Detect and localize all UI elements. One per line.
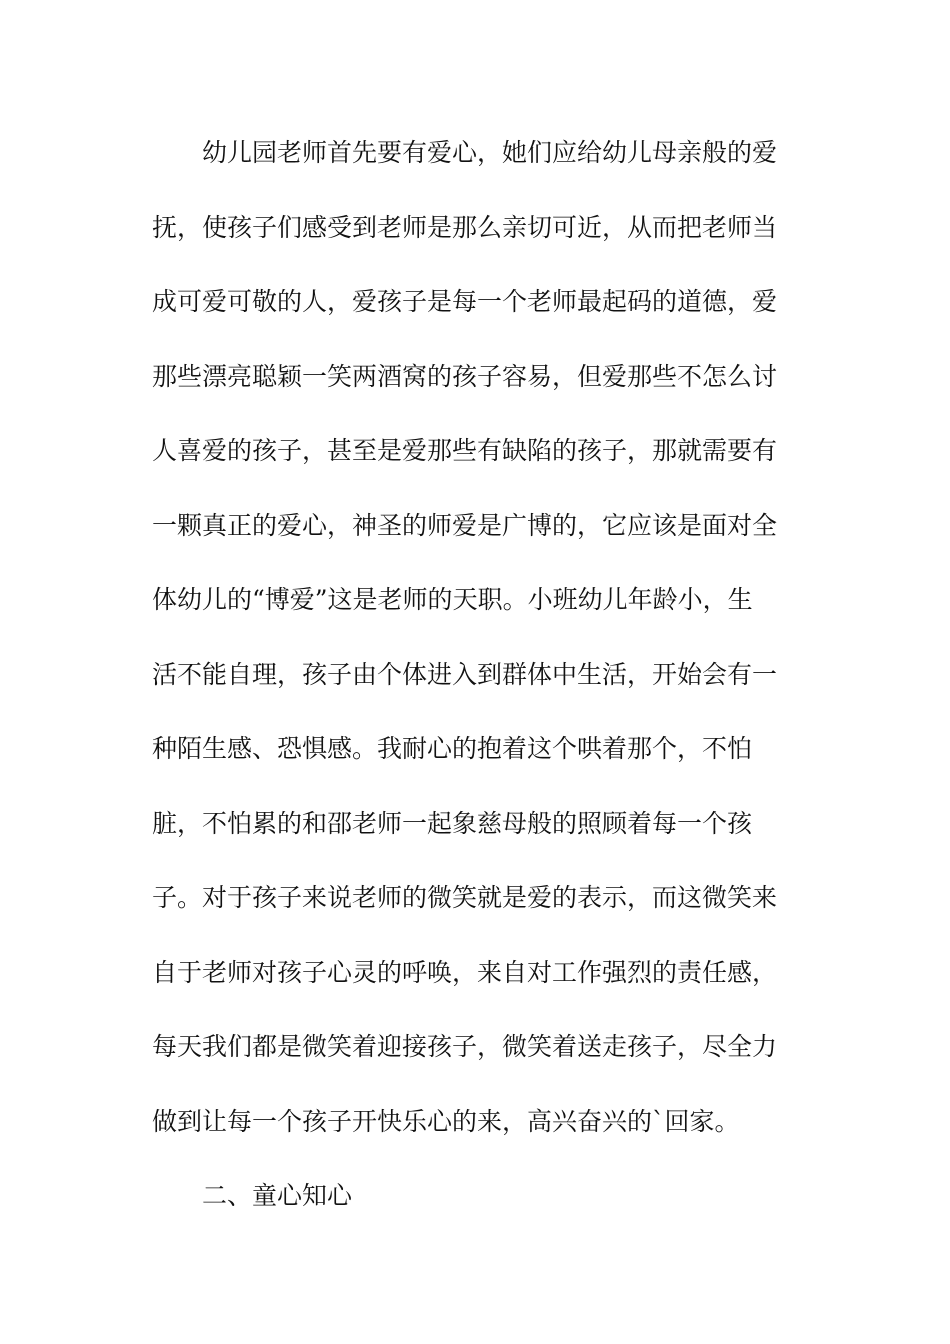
paragraph-line: 那些漂亮聪颖一笑两酒窝的孩子容易，但爱那些不怎么讨 [152,361,778,391]
paragraph-line: 自于老师对孩子心灵的呼唤，来自对工作强烈的责任感， [152,957,778,987]
paragraph-line: 做到让每一个孩子开快乐心的来，高兴奋兴的`回家。 [152,1106,740,1136]
paragraph-line: 种陌生感、恐惧感。我耐心的抱着这个哄着那个，不怕 [152,734,753,763]
paragraph-line: 每天我们都是微笑着迎接孩子，微笑着送走孩子，尽全力 [152,1032,778,1061]
section-heading: 二、童心知心 [202,1181,353,1210]
document-body [152,128,792,1246]
paragraph-line: 一颗真正的爱心，神圣的师爱是广博的，它应该是面对全 [152,510,778,540]
paragraph-line: 人喜爱的孩子，甚至是爱那些有缺陷的孩子，那就需要有 [152,436,778,465]
paragraph-line: 脏，不怕累的和邵老师一起象慈母般的照顾着每一个孩 [152,808,753,838]
paragraph-line: 活不能自理，孩子由个体进入到群体中生活，开始会有一 [152,659,778,689]
paragraph-line: 成可爱可敬的人，爱孩子是每一个老师最起码的道德，爱 [152,287,778,316]
paragraph-line: 抚，使孩子们感受到老师是那么亲切可近，从而把老师当 [152,212,778,242]
paragraph-line: 体幼儿的“博爱”这是老师的天职。小班幼儿年龄小，生 [152,585,753,614]
paragraph-line: 子。对于孩子来说老师的微笑就是爱的表示，而这微笑来 [152,883,778,912]
paragraph-line: 幼儿园老师首先要有爱心，她们应给幼儿母亲般的爱 [202,138,778,167]
